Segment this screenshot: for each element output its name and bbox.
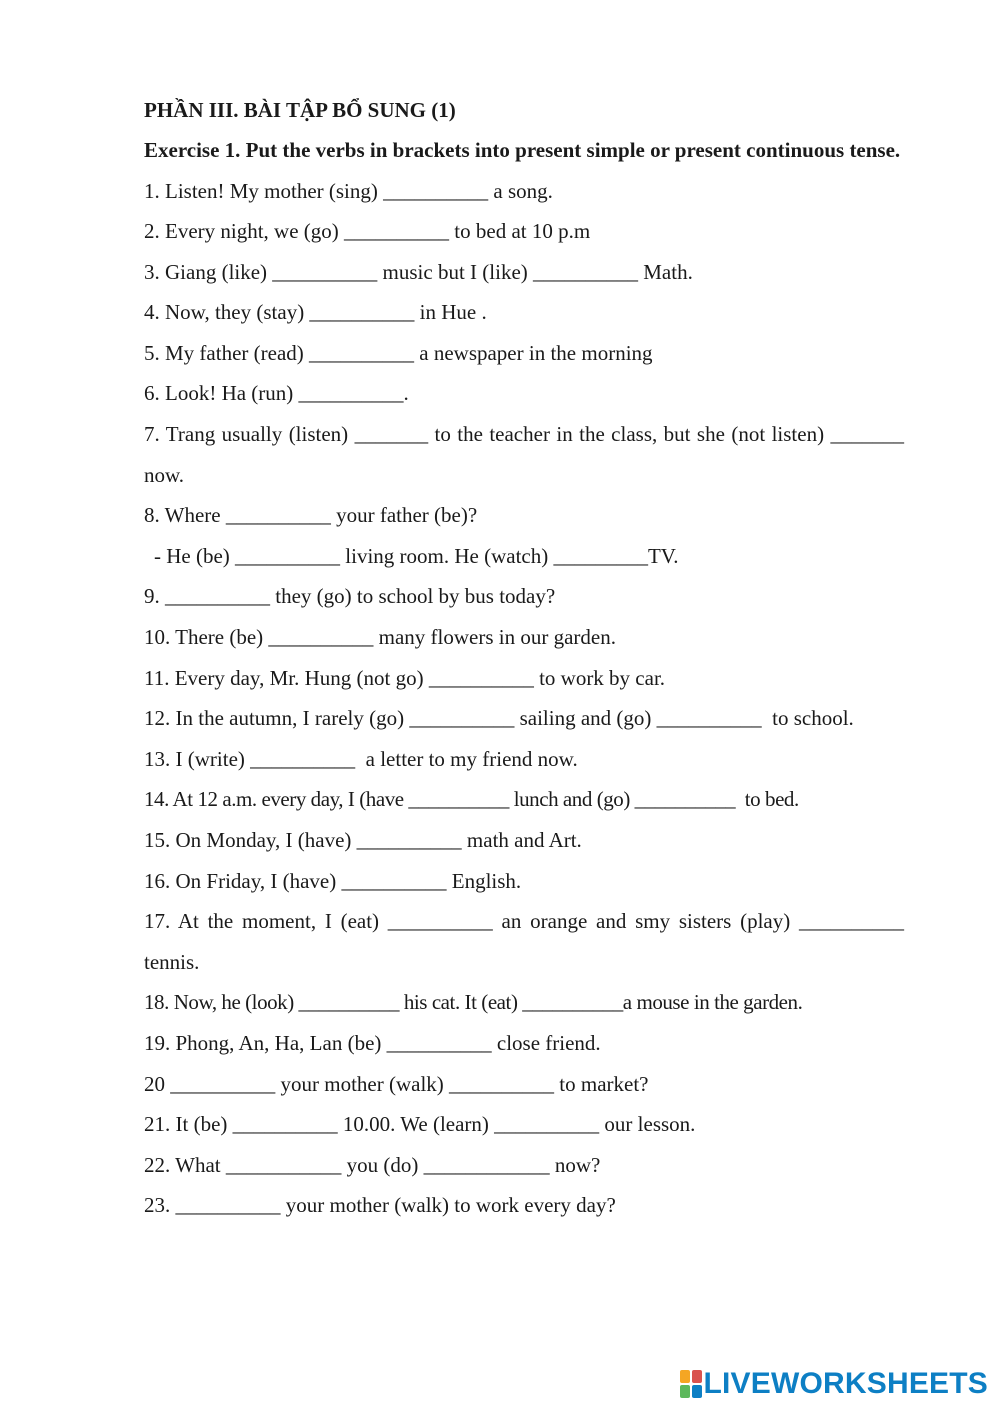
exercise-item-15: 15. On Monday, I (have) __________ math and Art. <box>144 828 582 852</box>
exercise-item-12: 12. In the autumn, I rarely (go) __________ sailing and (go) __________ to school. <box>144 706 854 731</box>
exercise-item-16: 16. On Friday, I (have) __________ English. <box>144 868 522 893</box>
exercise-item-23: 23. __________ your mother (walk) to work every day? <box>144 1193 616 1218</box>
liveworksheets-brand <box>680 1364 989 1404</box>
exercise-item-2: 2. Every night, we (go) __________ to bed at 10 p.m <box>144 219 591 244</box>
exercise-item-20: 20 __________ your mother (walk) __________ to market? <box>144 1071 649 1096</box>
section-title: PHẦN III. BÀI TẬP BỔ SUNG (1) <box>144 98 456 122</box>
exercise-item-14: 14. At 12 a.m. every day, I (have __________ lunch and (go) __________ to bed. <box>144 787 799 812</box>
liveworksheets-logo-icon <box>680 1370 702 1398</box>
exercise-item-13: 13. I (write) __________ a letter to my friend now. <box>144 746 578 771</box>
exercise-item-7: 7. Trang usually (listen) _______ to the teacher in the class, but she (not listen) _______ now. <box>144 422 910 487</box>
exercise-item-17: 17. At the moment, I (eat) __________ an orange and smy sisters (play) __________ tennis. <box>144 909 910 974</box>
exercise-item-18: 18. Now, he (look) __________ his cat. It (eat) __________a mouse in the garden. <box>144 990 803 1015</box>
exercise-item-8-answer: - He (be) __________ living room. He (watch) _________TV. <box>154 543 679 568</box>
exercise-item-9: 9. __________ they (go) to school by bus today? <box>144 584 556 609</box>
exercise-item-4: 4. Now, they (stay) __________ in Hue . <box>144 300 487 325</box>
exercise-list <box>144 171 910 1226</box>
brand-name: LIVEWORKSHEETS <box>703 1367 988 1400</box>
exercise-item-5: 5. My father (read) __________ a newspaper in the morning <box>144 340 653 365</box>
exercise-item-3: 3. Giang (like) __________ music but I (like) __________ Math. <box>144 259 693 284</box>
exercise-item-11: 11. Every day, Mr. Hung (not go) __________ to work by car. <box>144 665 666 690</box>
exercise-item-1: 1. Listen! My mother (sing) __________ a song. <box>144 178 553 203</box>
exercise-item-8: 8. Where __________ your father (be)? <box>144 503 478 528</box>
exercise-item-19: 19. Phong, An, Ha, Lan (be) __________ close friend. <box>144 1030 601 1055</box>
exercise-item-6: 6. Look! Ha (run) __________. <box>144 381 409 406</box>
exercise-title: Exercise 1. Put the verbs in brackets into present simple or present continuous tense. <box>144 138 901 162</box>
exercise-item-21: 21. It (be) __________ 10.00. We (learn) __________ our lesson. <box>144 1112 696 1137</box>
exercise-item-10: 10. There (be) __________ many flowers in our garden. <box>144 625 616 650</box>
worksheet-page <box>144 90 910 1226</box>
exercise-item-22: 22. What ___________ you (do) ____________ now? <box>144 1152 601 1177</box>
